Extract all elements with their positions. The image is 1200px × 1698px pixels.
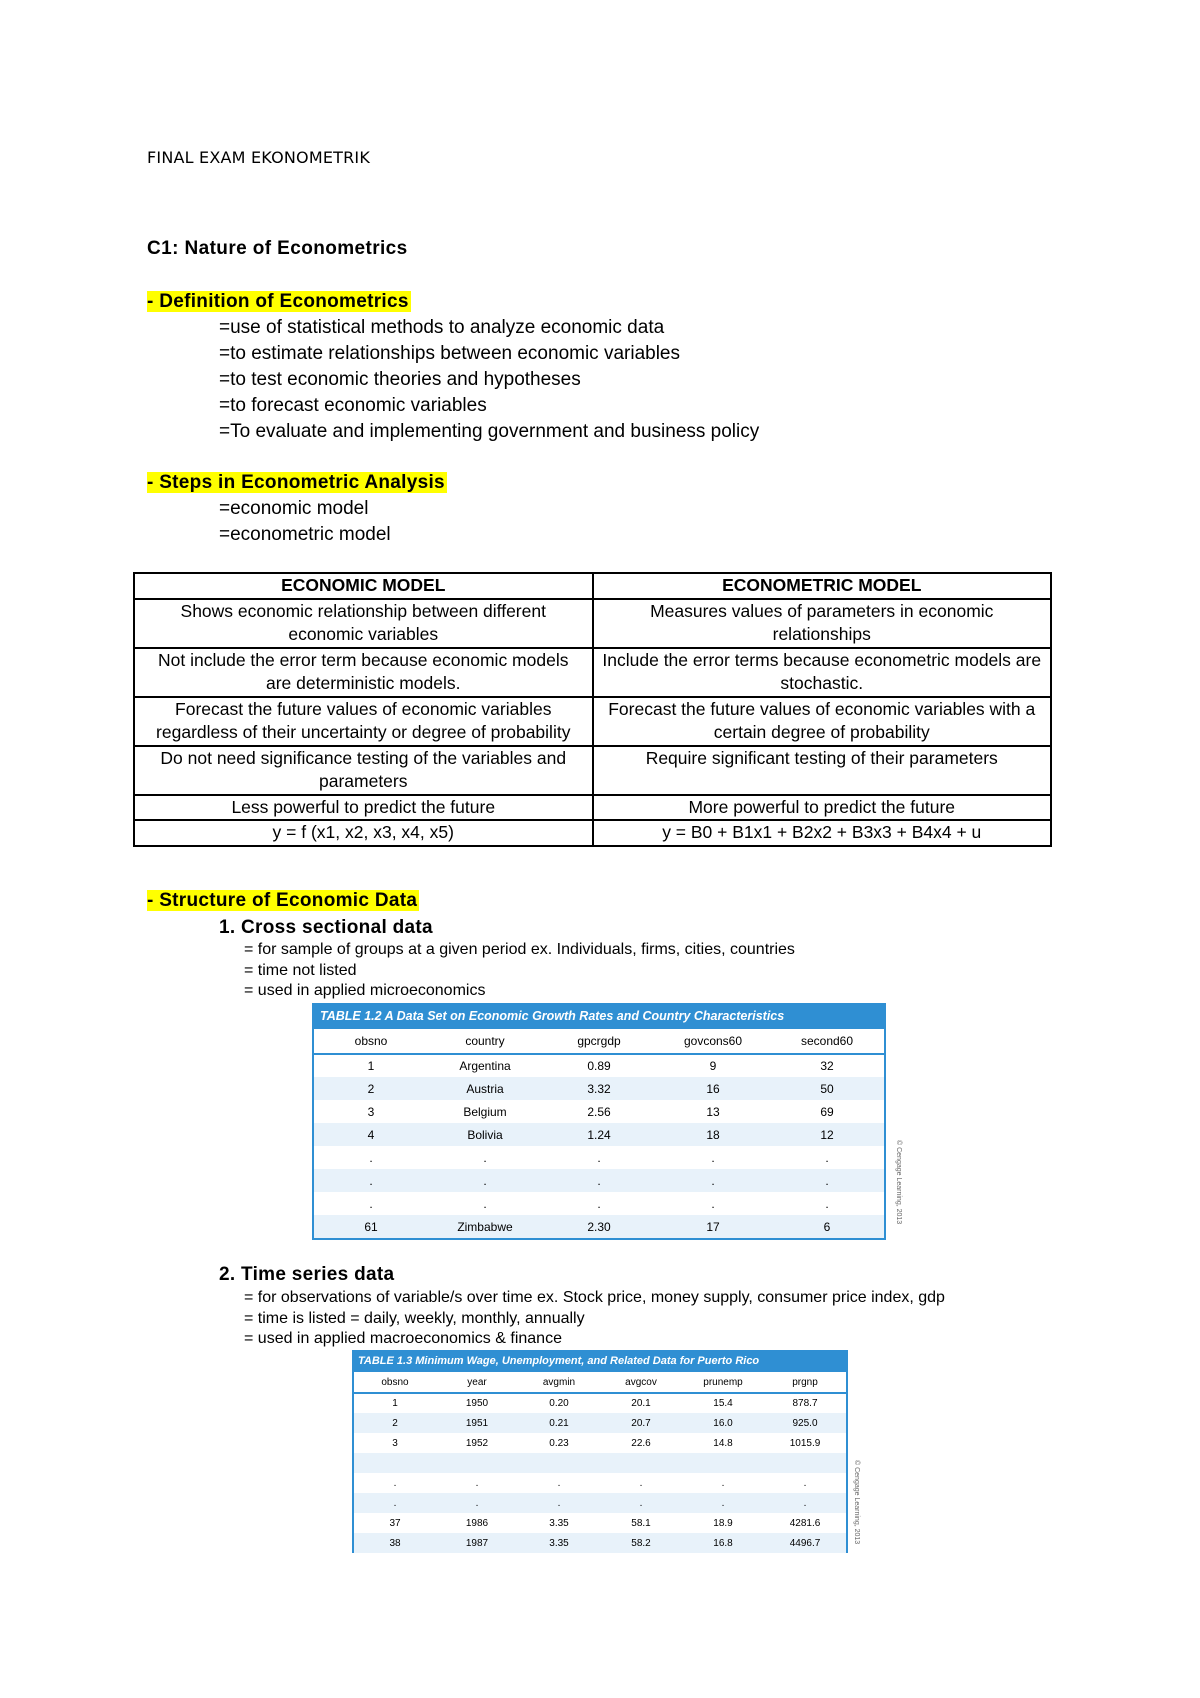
- table-header-row: [314, 1029, 884, 1054]
- table-cell: 4281.6: [789, 1517, 821, 1529]
- highlighted-heading-text: - Structure of Economic Data: [147, 890, 418, 911]
- table-cell: 878.7: [792, 1398, 818, 1409]
- column-header: second60: [770, 1029, 884, 1054]
- table-row: [134, 648, 1051, 697]
- column-header: avgcov: [600, 1372, 682, 1393]
- figure-title: TABLE 1.2 A Data Set on Economic Growth Rates and Country Characteristics: [312, 1003, 886, 1029]
- column-header: obsno: [314, 1029, 428, 1054]
- list-item: = for sample of groups at a given period ex. Individuals, firms, cities, countries: [244, 941, 795, 958]
- list-item: = used in applied microeconomics: [244, 982, 486, 999]
- table-row: [314, 1169, 884, 1192]
- table-cell: .: [518, 1493, 600, 1513]
- list-item: = time not listed: [244, 961, 357, 979]
- column-header: prunemp: [682, 1372, 764, 1393]
- table-cell: 2.30: [542, 1215, 656, 1238]
- table-cell: .: [682, 1493, 764, 1513]
- table-cell: 3.35: [549, 1517, 569, 1529]
- table-row: [354, 1433, 846, 1453]
- table-cell: .: [600, 1493, 682, 1513]
- table-row: [354, 1413, 846, 1433]
- table-cell: 0.89: [587, 1059, 611, 1073]
- table-cell: 1986: [465, 1517, 489, 1529]
- column-header: country: [428, 1029, 542, 1054]
- document-title: FINAL EXAM EKONOMETRIK: [147, 148, 371, 167]
- table-cell: .: [803, 1477, 807, 1489]
- table-cell: .: [825, 1196, 829, 1211]
- column-header: obsno: [354, 1372, 436, 1393]
- table-cell: Require significant testing of their parameters: [593, 746, 1052, 795]
- table-cell: .: [314, 1169, 428, 1192]
- table-cell: .: [557, 1477, 561, 1489]
- table-cell: 3: [392, 1437, 398, 1449]
- table-cell: 17: [656, 1215, 770, 1238]
- table-cell: 14.8: [713, 1437, 733, 1449]
- list-item: = for observations of variable/s over time ex. Stock price, money supply, consumer price index, gdp: [244, 1289, 945, 1306]
- table-row: [314, 1077, 884, 1100]
- subheading-cross-sectional: 1. Cross sectional data: [219, 917, 433, 938]
- cross-sectional-data-table: [314, 1029, 884, 1238]
- table-cell: 2: [354, 1413, 436, 1433]
- table-cell: Bolivia: [428, 1123, 542, 1146]
- table-cell: .: [354, 1493, 436, 1513]
- table-cell: Forecast the future values of economic variables regardless of their uncertainty or degree of probability: [134, 697, 593, 746]
- table-cell: y = f (x1, x2, x3, x4, x5): [134, 820, 593, 846]
- column-header: govcons60: [656, 1029, 770, 1054]
- table-row: [314, 1192, 884, 1215]
- table-cell: [354, 1453, 436, 1473]
- table-cell: Measures values of parameters in economic relationships: [593, 599, 1052, 648]
- figure-table-1-3: [352, 1350, 848, 1553]
- figure-title: TABLE 1.3 Minimum Wage, Unemployment, and Related Data for Puerto Rico: [352, 1350, 848, 1372]
- table-cell: .: [639, 1477, 643, 1489]
- column-header: gpcrgdp: [542, 1029, 656, 1054]
- table-cell: Zimbabwe: [428, 1215, 542, 1238]
- table-cell: 12: [770, 1123, 884, 1146]
- table-cell: Belgium: [463, 1104, 507, 1119]
- table-cell: .: [369, 1196, 373, 1211]
- table-cell: Forecast the future values of economic variables with a certain degree of probability: [593, 697, 1052, 746]
- table-cell: 2: [314, 1077, 428, 1100]
- table-cell: .: [483, 1196, 487, 1211]
- list-item: = used in applied macroeconomics & finance: [244, 1330, 562, 1347]
- table-row: [354, 1393, 846, 1413]
- list-item: =economic model: [219, 498, 369, 519]
- figure-frame: [352, 1372, 848, 1553]
- table-cell: .: [369, 1150, 373, 1165]
- table-row: [134, 820, 1051, 846]
- table-cell: 16: [656, 1077, 770, 1100]
- table-cell: 15.4: [713, 1398, 733, 1409]
- table-row: [354, 1513, 846, 1533]
- time-series-data-table: [354, 1372, 846, 1553]
- section-heading-structure: [147, 888, 419, 914]
- table-cell: .: [770, 1169, 884, 1192]
- table-cell: 58.1: [631, 1517, 651, 1529]
- definition-list: [219, 315, 759, 445]
- list-item: = time is listed = daily, weekly, monthly, annually: [244, 1309, 585, 1327]
- list-item: =To evaluate and implementing government and business policy: [219, 421, 760, 442]
- table-cell: 18: [656, 1123, 770, 1146]
- section-heading-steps: [147, 470, 447, 496]
- table-cell: .: [597, 1150, 601, 1165]
- table-cell: 0.21: [518, 1413, 600, 1433]
- table-header-row: [134, 573, 1051, 599]
- table-cell: 3: [367, 1104, 375, 1119]
- table-cell: 61: [314, 1215, 428, 1238]
- table-cell: .: [393, 1477, 397, 1489]
- model-comparison-table: [133, 572, 1052, 847]
- table-cell: 20.1: [631, 1398, 651, 1409]
- list-item: =to estimate relationships between economic variables: [219, 343, 681, 364]
- table-cell: 18.9: [713, 1517, 733, 1529]
- table-cell: 50: [770, 1077, 884, 1100]
- steps-list: [219, 496, 391, 548]
- cross-sectional-list: [244, 940, 795, 1002]
- figure-credit: © Cengage Learning, 2013: [895, 1140, 902, 1225]
- table-cell: 32: [820, 1059, 834, 1073]
- column-header: prgnp: [764, 1372, 846, 1393]
- table-cell: 20.7: [600, 1413, 682, 1433]
- table-row: [354, 1493, 846, 1513]
- table-cell: .: [428, 1169, 542, 1192]
- table-cell: 925.0: [764, 1413, 846, 1433]
- header-econometric-model: ECONOMETRIC MODEL: [593, 573, 1052, 599]
- table-cell: 1: [367, 1059, 375, 1073]
- table-cell: 22.6: [631, 1437, 651, 1449]
- table-cell: 38: [354, 1533, 436, 1553]
- table-cell: Do not need significance testing of the variables and parameters: [134, 746, 593, 795]
- table-cell: 1987: [436, 1533, 518, 1553]
- table-row: [134, 599, 1051, 648]
- table-row: [314, 1100, 884, 1123]
- table-row: [314, 1215, 884, 1238]
- table-cell: 1.24: [542, 1123, 656, 1146]
- table-cell: 0.23: [549, 1437, 569, 1449]
- table-cell: .: [825, 1150, 829, 1165]
- table-cell: 1: [392, 1398, 398, 1409]
- column-header: avgmin: [518, 1372, 600, 1393]
- table-cell: Argentina: [459, 1059, 511, 1073]
- table-cell: .: [436, 1493, 518, 1513]
- table-row: [314, 1146, 884, 1169]
- table-row: [134, 746, 1051, 795]
- figure-frame: [312, 1029, 886, 1240]
- table-cell: Less powerful to predict the future: [134, 795, 593, 821]
- table-row: [314, 1123, 884, 1146]
- table-cell: y = B0 + B1x1 + B2x2 + B3x3 + B4x4 + u: [593, 820, 1052, 846]
- table-cell: .: [711, 1196, 715, 1211]
- table-row: [354, 1453, 846, 1473]
- table-cell: [600, 1453, 682, 1473]
- table-cell: [682, 1453, 764, 1473]
- table-row: [354, 1533, 846, 1553]
- table-cell: .: [542, 1169, 656, 1192]
- table-cell: 69: [820, 1104, 834, 1119]
- table-cell: 16.8: [682, 1533, 764, 1553]
- table-cell: 4496.7: [764, 1533, 846, 1553]
- header-economic-model: ECONOMIC MODEL: [134, 573, 593, 599]
- table-cell: 1950: [465, 1398, 489, 1409]
- table-cell: 1951: [436, 1413, 518, 1433]
- subheading-time-series: 2. Time series data: [219, 1264, 395, 1285]
- table-cell: 3.35: [518, 1533, 600, 1553]
- table-cell: [764, 1453, 846, 1473]
- table-cell: 16.0: [682, 1413, 764, 1433]
- table-cell: .: [711, 1150, 715, 1165]
- table-cell: .: [483, 1150, 487, 1165]
- highlighted-heading-text: - Steps in Econometric Analysis: [147, 472, 445, 493]
- table-header-row: [354, 1372, 846, 1393]
- table-cell: Not include the error term because economic models are deterministic models.: [134, 648, 593, 697]
- table-row: [314, 1054, 884, 1077]
- table-row: [134, 697, 1051, 746]
- column-header: year: [436, 1372, 518, 1393]
- table-cell: 13: [706, 1104, 720, 1119]
- figure-table-1-2: [312, 1003, 886, 1240]
- table-cell: Shows economic relationship between different economic variables: [134, 599, 593, 648]
- highlighted-heading-text: - Definition of Econometrics: [147, 291, 409, 312]
- table-cell: 6: [770, 1215, 884, 1238]
- table-cell: 4: [314, 1123, 428, 1146]
- table-row: [134, 795, 1051, 821]
- table-cell: 37: [389, 1517, 401, 1529]
- table-cell: More powerful to predict the future: [593, 795, 1052, 821]
- table-cell: 9: [709, 1059, 717, 1073]
- list-item: =to test economic theories and hypotheses: [219, 369, 581, 390]
- table-cell: .: [721, 1477, 725, 1489]
- section-heading-definition: [147, 289, 411, 315]
- list-item: =use of statistical methods to analyze economic data: [219, 317, 665, 338]
- table-cell: 0.20: [549, 1398, 569, 1409]
- table-cell: 3.32: [542, 1077, 656, 1100]
- time-series-list: [244, 1288, 945, 1350]
- table-cell: [436, 1453, 518, 1473]
- list-item: =econometric model: [219, 524, 391, 545]
- table-cell: 2.56: [587, 1104, 611, 1119]
- list-item: =to forecast economic variables: [219, 395, 487, 416]
- table-cell: .: [656, 1169, 770, 1192]
- table-row: [354, 1473, 846, 1493]
- table-cell: .: [597, 1196, 601, 1211]
- figure-credit: © Cengage Learning, 2013: [853, 1460, 860, 1545]
- table-cell: 1015.9: [789, 1437, 821, 1449]
- table-cell: .: [475, 1477, 479, 1489]
- chapter-heading: C1: Nature of Econometrics: [147, 238, 408, 259]
- table-cell: 58.2: [600, 1533, 682, 1553]
- table-cell: .: [764, 1493, 846, 1513]
- table-cell: Include the error terms because econometric models are stochastic.: [593, 648, 1052, 697]
- table-cell: [518, 1453, 600, 1473]
- table-cell: Austria: [428, 1077, 542, 1100]
- table-cell: 1952: [465, 1437, 489, 1449]
